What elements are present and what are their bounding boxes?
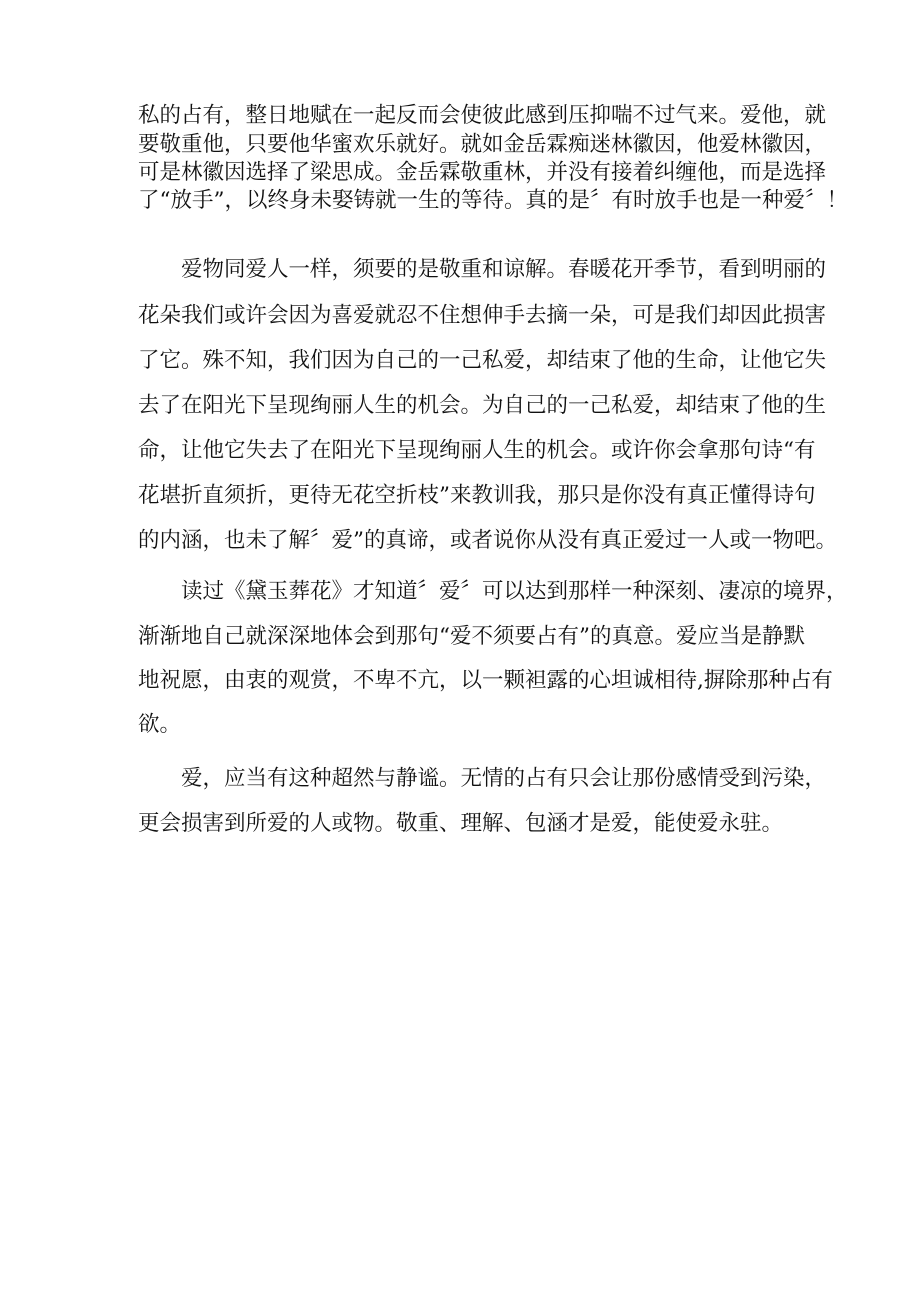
paragraph-2-line-3: 了它。殊不知，我们因为自己的一己私爱，却结束了他的生命，让他它失 bbox=[138, 348, 827, 373]
paragraph-3-line-3: 地祝愿，由衷的观赏，不卑不亢，以一颗袒露的心坦诚相待,摒除那种占有 bbox=[138, 668, 833, 693]
paragraph-4-line-1: 爱，应当有这种超然与静谧。无情的占有只会让那份感情受到污染， bbox=[181, 766, 827, 791]
paragraph-2-line-2: 花朵我们或许会因为喜爱就忍不住想伸手去摘一朵，可是我们却因此损害 bbox=[138, 303, 827, 328]
paragraph-1-line-3: 可是林徽因选择了梁思成。金岳霖敬重林，并没有接着纠缠他，而是选择 bbox=[138, 160, 827, 185]
paragraph-2-line-5: 命，让他它失去了在阳光下呈现绚丽人生的机会。或许你会拿那句诗“有 bbox=[138, 438, 816, 463]
paragraph-2-line-7: 的内涵，也未了解〞爱”的真谛，或者说你从没有真正爱过一人或一物吧。 bbox=[138, 528, 837, 553]
paragraph-1-line-4: 了“放手”，以终身未娶铸就一生的等待。真的是〞有时放手也是一种爱〞！ bbox=[138, 188, 848, 213]
paragraph-1-line-2: 要敬重他，只要他华蜜欢乐就好。就如金岳霖痴迷林徽因，他爱林徽因， bbox=[138, 132, 827, 157]
paragraph-4-line-2: 更会损害到所爱的人或物。敬重、理解、包涵才是爱，能使爱永驻。 bbox=[138, 811, 784, 836]
paragraph-2-line-4: 去了在阳光下呈现绚丽人生的机会。为自己的一己私爱，却结束了他的生 bbox=[138, 393, 827, 418]
paragraph-3-line-2: 渐渐地自己就深深地体会到那句“爱不须要占有”的真意。爱应当是静默 bbox=[138, 624, 805, 649]
paragraph-2-line-1: 爱物同爱人一样，须要的是敬重和谅解。春暖花开季节，看到明丽的 bbox=[181, 257, 827, 282]
paragraph-3-line-4: 欲。 bbox=[138, 712, 182, 737]
paragraph-2-line-6: 花堪折直须折，更待无花空折枝”来教训我，那只是你没有真正懂得诗句 bbox=[138, 483, 816, 508]
paragraph-1-line-1: 私的占有，整日地赋在一起反而会使彼此感到压抑喘不过气来。爱他，就 bbox=[138, 103, 827, 128]
paragraph-3-line-1: 读过《黛玉葬花》才知道〞爱〞可以达到那样一种深刻、凄凉的境界， bbox=[181, 579, 848, 604]
